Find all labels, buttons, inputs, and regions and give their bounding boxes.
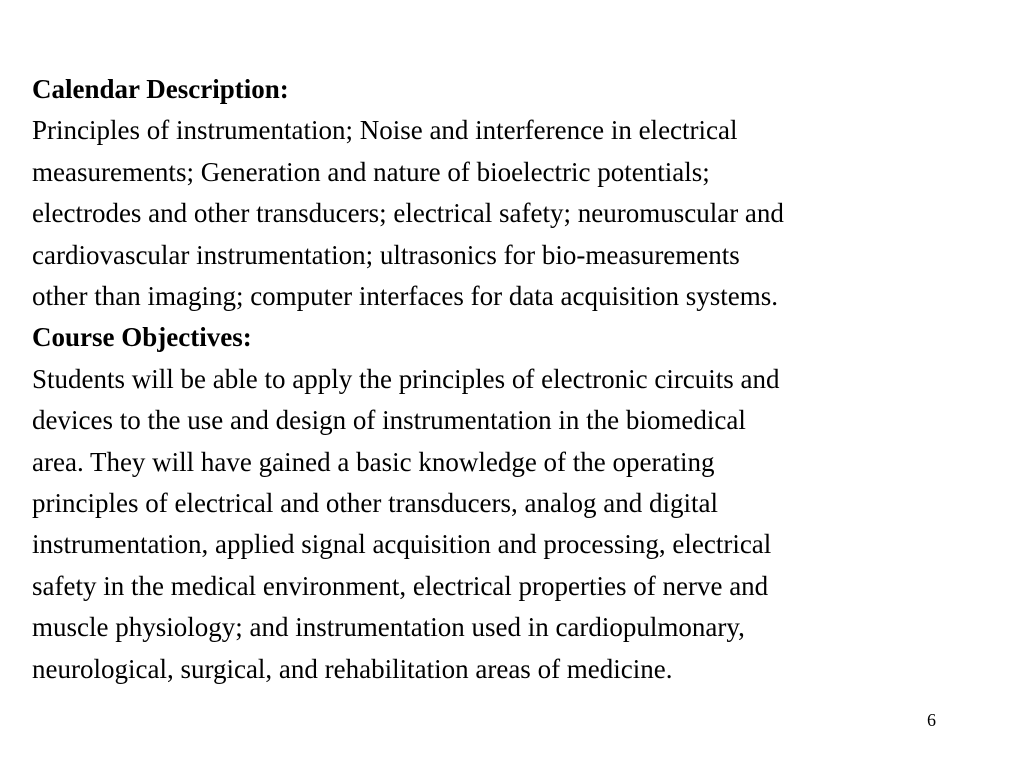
course-objectives-section [32, 317, 992, 690]
course-objectives-line: instrumentation, applied signal acquisition and processing, electrical [32, 529, 772, 560]
calendar-description-line: Principles of instrumentation; Noise and interference in electrical [32, 115, 738, 146]
calendar-description-section [32, 69, 992, 317]
course-objectives-line: Students will be able to apply the principles of electronic circuits and [32, 363, 780, 394]
course-objectives-line: principles of electrical and other transducers, analog and digital [32, 488, 718, 519]
course-objectives-line: muscle physiology; and instrumentation used in cardiopulmonary, [32, 612, 745, 643]
calendar-description-line: cardiovascular instrumentation; ultrasonics for bio-measurements [32, 239, 740, 270]
calendar-description-heading: Calendar Description: [32, 74, 289, 104]
calendar-description-line: measurements; Generation and nature of bioelectric potentials; [32, 156, 710, 187]
calendar-description-line: other than imaging; computer interfaces for data acquisition systems. [32, 281, 779, 312]
slide-body [32, 69, 992, 690]
calendar-description-line: electrodes and other transducers; electrical safety; neuromuscular and [32, 198, 784, 229]
course-objectives-line: devices to the use and design of instrumentation in the biomedical [32, 405, 746, 436]
course-objectives-heading: Course Objectives: [32, 322, 252, 353]
course-objectives-line: safety in the medical environment, electrical properties of nerve and [32, 570, 769, 601]
course-objectives-line: neurological, surgical, and rehabilitation areas of medicine. [32, 653, 673, 684]
course-objectives-line: area. They will have gained a basic knowledge of the operating [32, 446, 715, 477]
page-number: 6 [927, 710, 936, 730]
